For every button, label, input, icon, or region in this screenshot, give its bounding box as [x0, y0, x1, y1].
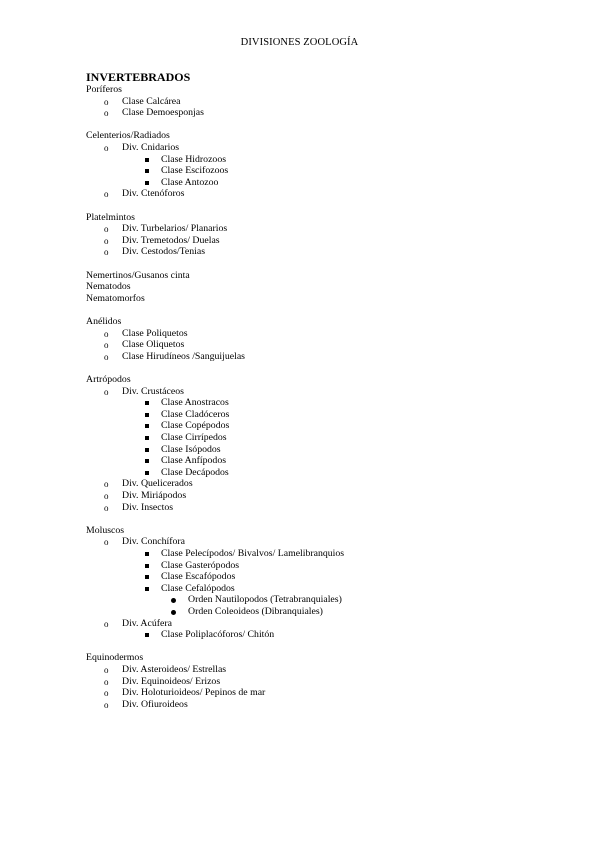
- square-bullet-icon: [145, 158, 149, 162]
- hollow-bullet-icon: o: [104, 699, 109, 710]
- hollow-bullet-icon: o: [104, 479, 109, 490]
- square-bullet-icon: [145, 169, 149, 173]
- list-item: Orden Nautilopodos (Tetrabranquiales): [188, 594, 342, 606]
- document-title: DIVISIONES ZOOLOGÍA: [240, 37, 359, 48]
- hollow-bullet-icon: o: [104, 247, 109, 258]
- hollow-bullet-icon: o: [104, 688, 109, 699]
- list-item: Div. Asteroideos/ Estrellas: [122, 664, 227, 675]
- square-bullet-icon: [145, 459, 149, 463]
- list-item: Clase Poliplacóforos/ Chitón: [161, 629, 275, 641]
- list-item: Div. Miriápodos: [122, 490, 187, 501]
- hollow-bullet-icon: o: [104, 235, 109, 246]
- square-bullet-icon: [145, 564, 149, 568]
- hollow-bullet-icon: o: [104, 224, 109, 235]
- list-item: Clase Poliquetos: [122, 327, 188, 339]
- hollow-bullet-icon: o: [104, 96, 109, 107]
- list-item: Div. Holoturioideos/ Pepinos de mar: [122, 687, 266, 699]
- list-item: Div. Conchífora: [122, 536, 186, 548]
- list-item: Clase Decápodos: [161, 466, 229, 478]
- square-bullet-icon: [145, 448, 149, 452]
- group-label: Anélidos: [86, 316, 122, 327]
- list-item: Clase Anostracos: [161, 397, 229, 409]
- list-item: Div. Cnidarios: [122, 142, 180, 153]
- list-item: Clase Cefalópodos: [161, 582, 235, 594]
- hollow-bullet-icon: o: [104, 491, 109, 501]
- list-item: Clase Isópodos: [161, 443, 221, 455]
- list-item: Clase Hirudíneos /Sanguijuelas: [122, 350, 245, 362]
- square-bullet-icon: [145, 436, 149, 440]
- square-bullet-icon: [145, 413, 149, 417]
- list-item: Div. Cestodos/Tenias: [122, 246, 206, 258]
- hollow-bullet-icon: o: [104, 502, 109, 513]
- list-item: Clase Escifozoos: [161, 165, 229, 177]
- group-label: Artrópodos: [86, 374, 131, 385]
- list-item: Div. Tremetodos/ Duelas: [122, 234, 220, 246]
- hollow-bullet-icon: o: [104, 537, 109, 548]
- square-bullet-icon: [145, 633, 149, 637]
- group-label: Poríferos: [86, 84, 122, 95]
- group-label: Equinodermos: [86, 652, 144, 664]
- list-item: Div. Ctenóforos: [122, 188, 185, 200]
- hollow-bullet-icon: o: [104, 386, 109, 397]
- list-item: Div. Quelicerados: [122, 478, 193, 490]
- square-bullet-icon: [145, 181, 149, 185]
- round-bullet-icon: [171, 598, 176, 603]
- list-item: Clase Gasterópodos: [161, 559, 240, 571]
- group-label: Celenterios/Radiados: [86, 130, 170, 142]
- round-bullet-icon: [171, 610, 176, 615]
- group-label: Platelmintos: [86, 211, 135, 223]
- hollow-bullet-icon: o: [104, 665, 109, 675]
- list-item: Clase Oliquetos: [122, 339, 185, 351]
- group-label: Nemertinos/Gusanos cinta: [86, 269, 190, 281]
- hollow-bullet-icon: o: [104, 676, 109, 687]
- hollow-bullet-icon: o: [104, 618, 109, 629]
- square-bullet-icon: [145, 401, 149, 405]
- list-item: Clase Copépodos: [161, 420, 230, 432]
- list-item: Div. Ofiuroideos: [122, 698, 188, 710]
- list-item: Clase Antozoo: [161, 176, 219, 188]
- list-item: Div. Crustáceos: [122, 385, 184, 397]
- group-label: Nematomorfos: [86, 292, 145, 304]
- list-item: Div. Equinoideos/ Erizos: [122, 675, 221, 687]
- list-item: Clase Cirrípedos: [161, 432, 227, 443]
- list-item: Orden Coleoideos (Dibranquiales): [188, 606, 323, 617]
- square-bullet-icon: [145, 471, 149, 475]
- square-bullet-icon: [145, 575, 149, 579]
- hollow-bullet-icon: o: [104, 340, 109, 351]
- list-item: Div. Turbelarios/ Planarios: [122, 223, 228, 235]
- list-item: Clase Calcárea: [122, 95, 181, 107]
- group-label: Moluscos: [86, 524, 125, 536]
- list-item: Div. Acúfera: [122, 617, 172, 629]
- hollow-bullet-icon: o: [104, 189, 109, 200]
- list-item: Clase Pelecípodos/ Bivalvos/ Lamelibranquios: [161, 548, 345, 559]
- hollow-bullet-icon: o: [104, 351, 109, 362]
- list-item: Clase Demoesponjas: [122, 107, 204, 119]
- hollow-bullet-icon: o: [104, 143, 109, 153]
- list-item: Clase Anfípodos: [161, 455, 227, 467]
- square-bullet-icon: [145, 552, 149, 556]
- section-heading: INVERTEBRADOS: [86, 70, 191, 84]
- group-label: Nematodos: [86, 281, 131, 293]
- list-item: Clase Cladóceros: [161, 408, 230, 420]
- list-item: Div. Insectos: [122, 501, 174, 513]
- hollow-bullet-icon: o: [104, 108, 109, 119]
- list-item: Clase Escafópodos: [161, 571, 236, 583]
- square-bullet-icon: [145, 587, 149, 591]
- list-item: Clase Hidrozoos: [161, 153, 227, 165]
- square-bullet-icon: [145, 424, 149, 428]
- hollow-bullet-icon: o: [104, 328, 109, 339]
